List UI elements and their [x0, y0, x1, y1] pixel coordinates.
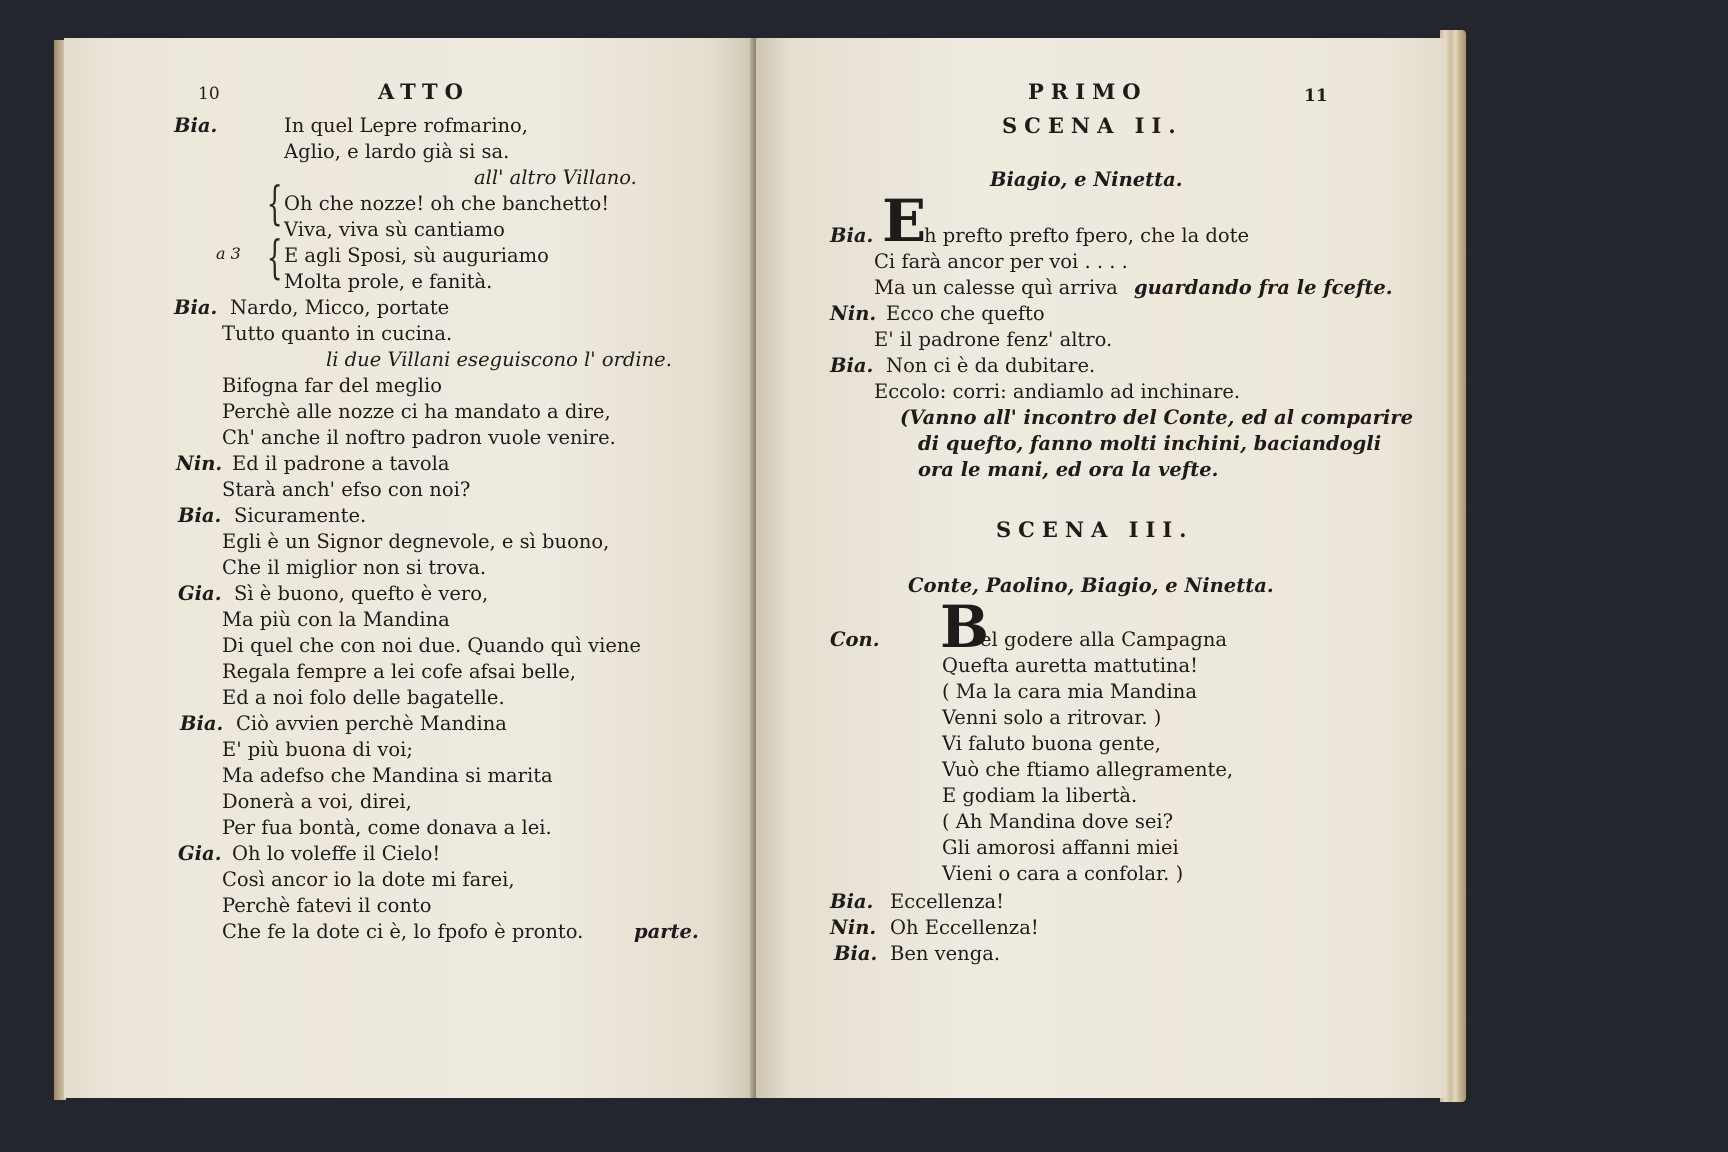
- speaker-label: Bia.: [174, 114, 218, 137]
- verse-line: ( Ah Mandina dove sei?: [942, 810, 1174, 833]
- verse-line: Egli è un Signor degnevole, e sì buono,: [222, 530, 610, 553]
- verse-line: el godere alla Campagna: [980, 628, 1228, 651]
- stage-direction: all' altro Villano.: [474, 166, 637, 189]
- speaker-label: Nin.: [830, 916, 877, 939]
- verse-line: Viva, viva sù cantiamo: [284, 218, 505, 241]
- verse-line: Oh Eccellenza!: [890, 916, 1039, 939]
- verse-line: Molta prole, e fanità.: [284, 270, 493, 293]
- running-head-left: ATTO: [378, 79, 470, 104]
- verse-line: Eccellenza!: [890, 890, 1004, 913]
- verse-line: E' il padrone fenz' altro.: [874, 328, 1113, 351]
- verse-line: Oh che nozze! oh che banchetto!: [284, 192, 610, 215]
- a3-marker: a 3: [216, 244, 241, 263]
- scene-3-cast: Conte, Paolino, Biagio, e Ninetta.: [908, 574, 1274, 597]
- verse-line: Ecco che quefto: [886, 302, 1045, 325]
- verse-line: Ciò avvien perchè Mandina: [236, 712, 507, 735]
- verse-line: Vi faluto buona gente,: [942, 732, 1161, 755]
- speaker-label: Bia.: [830, 224, 874, 247]
- verse-line: Bifogna far del meglio: [222, 374, 442, 397]
- stage-direction: guardando fra le fcefte.: [1134, 276, 1393, 299]
- verse-line: Ma più con la Mandina: [222, 608, 450, 631]
- stage-direction: ora le mani, ed ora la vefte.: [918, 458, 1219, 481]
- stage-direction: li due Villani eseguiscono l' ordine.: [326, 348, 672, 371]
- speaker-label: Bia.: [174, 296, 218, 319]
- verse-line: Sicuramente.: [234, 504, 367, 527]
- verse-line: Sì è buono, quefto è vero,: [234, 582, 489, 605]
- verse-line: Venni solo a ritrovar. ): [942, 706, 1162, 729]
- speaker-label: Gia.: [178, 582, 222, 605]
- verse-line: Perchè alle nozze ci ha mandato a dire,: [222, 400, 611, 423]
- stage-direction: (Vanno all' incontro del Conte, ed al comparire: [900, 406, 1414, 429]
- verse-line: In quel Lepre rofmarino,: [284, 114, 528, 137]
- speaker-label: Nin.: [176, 452, 223, 475]
- verse-line: Che il miglior non si trova.: [222, 556, 487, 579]
- stage-direction: parte.: [634, 920, 699, 943]
- right-page: [756, 38, 1444, 1098]
- verse-line: Vieni o cara a confolar. ): [942, 862, 1184, 885]
- scene-2-title: SCENA II.: [1002, 113, 1183, 138]
- verse-line: Vuò che ftiamo allegramente,: [942, 758, 1234, 781]
- verse-line: Ch' anche il noftro padron vuole venire.: [222, 426, 616, 449]
- left-page: [64, 38, 754, 1098]
- verse-line: Aglio, e lardo già si sa.: [284, 140, 510, 163]
- verse-line: Ma adefso che Mandina si marita: [222, 764, 553, 787]
- speaker-label: Nin.: [830, 302, 877, 325]
- verse-line: Tutto quanto in cucina.: [222, 322, 453, 345]
- verse-line: E agli Sposi, sù auguriamo: [284, 244, 549, 267]
- running-head-right: PRIMO: [1028, 79, 1148, 104]
- verse-line: Starà anch' efso con noi?: [222, 478, 471, 501]
- verse-line: Regala fempre a lei cofe afsai belle,: [222, 660, 576, 683]
- drop-cap: B: [940, 593, 990, 661]
- verse-line: Ma un calesse quì arriva: [874, 276, 1118, 299]
- speaker-label: Bia.: [180, 712, 224, 735]
- scene-3-title: SCENA III.: [996, 517, 1194, 542]
- verse-line: h prefto prefto fpero, che la dote: [924, 224, 1250, 247]
- brace-top: {: [266, 176, 283, 230]
- verse-line: E godiam la libertà.: [942, 784, 1138, 807]
- speaker-label: Bia.: [178, 504, 222, 527]
- verse-line: Quefta auretta mattutina!: [942, 654, 1198, 677]
- speaker-label: Bia.: [830, 890, 874, 913]
- stage-direction: di quefto, fanno molti inchini, baciandogli: [918, 432, 1382, 455]
- verse-line: Ed il padrone a tavola: [232, 452, 450, 475]
- verse-line: Donerà a voi, direi,: [222, 790, 412, 813]
- verse-line: Perchè fatevi il conto: [222, 894, 432, 917]
- verse-line: Nardo, Micco, portate: [230, 296, 450, 319]
- speaker-label: Bia.: [830, 354, 874, 377]
- verse-line: Di quel che con noi due. Quando quì viene: [222, 634, 641, 657]
- page-number-left: 10: [198, 84, 220, 104]
- speaker-label: Gia.: [178, 842, 222, 865]
- verse-line: Così ancor io la dote mi farei,: [222, 868, 515, 891]
- speaker-label: Con.: [830, 628, 880, 651]
- speaker-label: Bia.: [834, 942, 878, 965]
- verse-line: Ben venga.: [890, 942, 1001, 965]
- verse-line: Ed a noi folo delle bagatelle.: [222, 686, 505, 709]
- verse-line: Eccolo: corri: andiamlo ad inchinare.: [874, 380, 1241, 403]
- drop-cap: E: [882, 187, 927, 255]
- page-number-right: 11: [1304, 86, 1328, 106]
- verse-line: Ci farà ancor per voi . . . .: [874, 250, 1128, 273]
- verse-line: E' più buona di voi;: [222, 738, 413, 761]
- verse-line: ( Ma la cara mia Mandina: [942, 680, 1197, 703]
- verse-line: Che fe la dote ci è, lo fpofo è pronto.: [222, 920, 584, 943]
- verse-line: Per fua bontà, come donava a lei.: [222, 816, 552, 839]
- verse-line: Non ci è da dubitare.: [886, 354, 1096, 377]
- verse-line: Oh lo voleffe il Cielo!: [232, 842, 441, 865]
- brace-bottom: {: [266, 230, 283, 284]
- scene-2-cast: Biagio, e Ninetta.: [990, 168, 1183, 191]
- verse-line: Gli amorosi affanni miei: [942, 836, 1179, 859]
